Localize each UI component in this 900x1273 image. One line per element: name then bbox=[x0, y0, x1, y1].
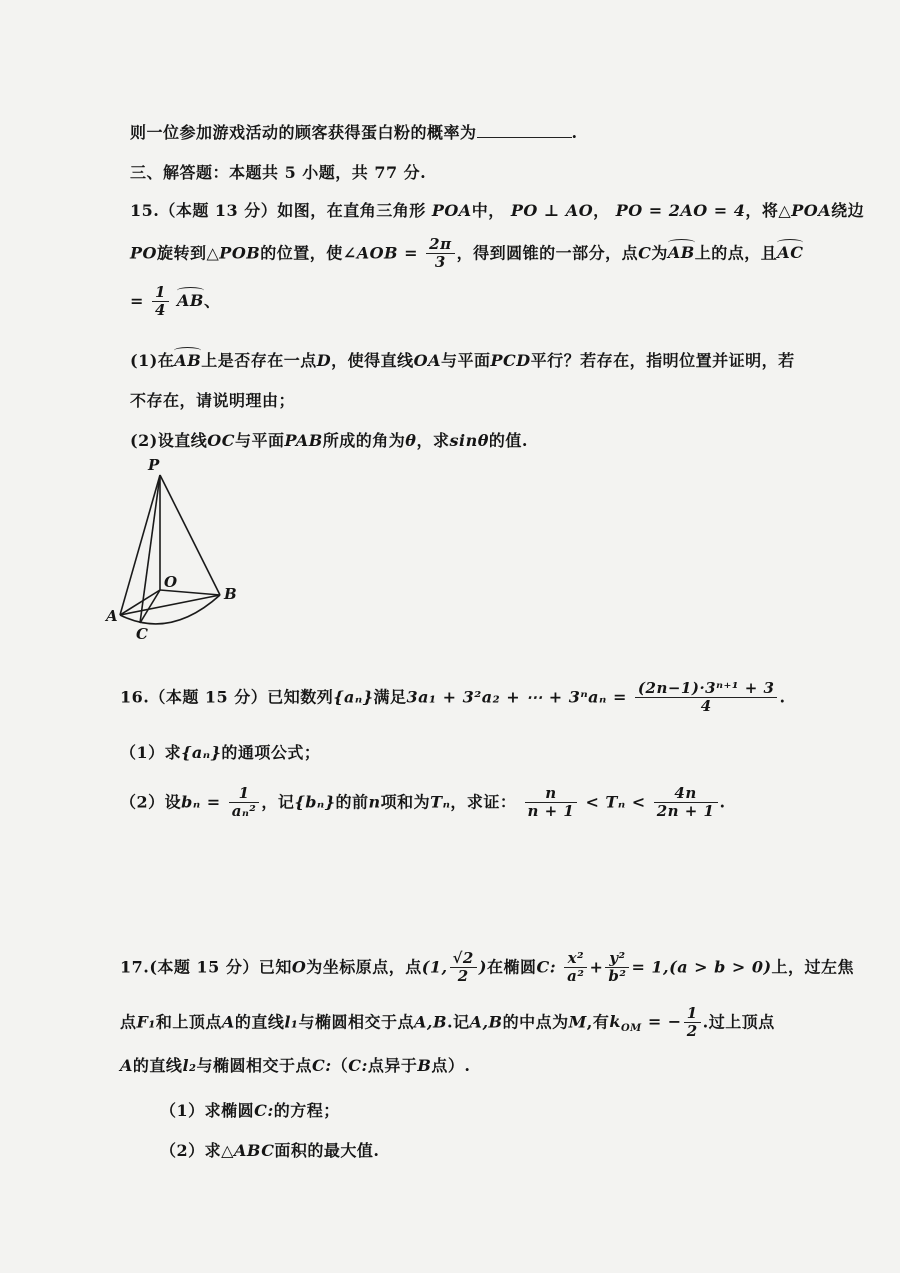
q16-p2c: 的前 bbox=[335, 792, 369, 812]
q15-math-po: PO bbox=[130, 243, 157, 263]
q17-b: B bbox=[417, 1056, 432, 1075]
q15-math-oc: OC bbox=[207, 431, 235, 450]
q16-rhs-num: (2n−1)·3ⁿ⁺¹ + 3 bbox=[635, 680, 778, 698]
q15-fraction-angle bbox=[426, 236, 454, 272]
q15-q-num: 1 bbox=[152, 284, 169, 302]
q17-l2d: 与椭圆相交于点 bbox=[298, 1012, 414, 1032]
q15-l2c: ，得到圆锥的一部分，点 bbox=[456, 243, 639, 263]
q17-l2: l₂ bbox=[182, 1056, 197, 1075]
q15-arc-ab-2: AB bbox=[177, 291, 204, 311]
q16-p2e: ，求证： bbox=[450, 792, 517, 812]
q15-math-sin: sinθ bbox=[449, 431, 489, 450]
q15-line1 bbox=[130, 198, 864, 221]
label-b: B bbox=[224, 585, 237, 603]
cone-figure bbox=[100, 455, 260, 645]
q17-c: C: bbox=[536, 957, 557, 977]
q16-bn-den: aₙ² bbox=[231, 802, 257, 821]
q17-pt-den: 2 bbox=[457, 967, 469, 986]
q17-l2f: 的中点为 bbox=[502, 1012, 569, 1032]
q17-plus: + bbox=[589, 957, 604, 977]
q15-arc-ab-3: AB bbox=[174, 351, 202, 370]
q17-k-den: 2 bbox=[686, 1022, 698, 1041]
q17-line2 bbox=[120, 1005, 775, 1041]
q17-y-num: y² bbox=[605, 950, 629, 968]
label-p: P bbox=[148, 456, 160, 474]
q16-tn: Tₙ bbox=[430, 792, 451, 812]
q17-l2h: .过上顶点 bbox=[702, 1012, 775, 1032]
q17-pt-open: (1, bbox=[421, 957, 448, 977]
q15-frac-den: 3 bbox=[434, 253, 446, 272]
q16-satisfy: 满足 bbox=[373, 687, 407, 707]
q17-k: k bbox=[609, 1012, 621, 1032]
q17-x-den: a² bbox=[567, 967, 585, 986]
q16-part2 bbox=[120, 785, 726, 821]
q15-head: 15.（本题 13 分）如图，在直角三角形 bbox=[130, 201, 426, 220]
q15-math-aob: AOB = bbox=[356, 243, 419, 263]
q16-r-num: 4n bbox=[654, 785, 718, 803]
answer-blank bbox=[477, 123, 572, 138]
q15-l2a: 旋转到△ bbox=[156, 243, 220, 263]
q16-part1 bbox=[120, 740, 320, 763]
label-c: C bbox=[136, 625, 148, 643]
q15-q-den: 4 bbox=[154, 301, 166, 320]
q16-l-den: n + 1 bbox=[527, 802, 575, 821]
q16-seq-a-2: {aₙ} bbox=[181, 743, 222, 762]
q17-eq1: = 1,(a > b > 0) bbox=[631, 957, 772, 977]
q17-y-fraction bbox=[605, 950, 629, 986]
q17-t1: 为坐标原点，点 bbox=[306, 957, 422, 977]
q15-l2b: 的位置，使∠ bbox=[260, 243, 357, 263]
q17-o: O bbox=[291, 957, 307, 977]
q17-line1 bbox=[120, 950, 854, 986]
q15-frac-num: 2π bbox=[426, 236, 454, 254]
q16-end: . bbox=[779, 687, 786, 707]
q15-p2e: 的值. bbox=[488, 431, 528, 450]
q16-p1a: （1）求 bbox=[120, 743, 182, 762]
q17-l1: l₁ bbox=[284, 1012, 299, 1032]
q15-part1-cont: 不存在，请说明理由； bbox=[130, 391, 296, 410]
intro-text: 则一位参加游戏活动的顾客获得蛋白粉的概率为 bbox=[130, 123, 477, 142]
q15-t4: 绕边 bbox=[831, 201, 865, 220]
q17-pt-num: √2 bbox=[450, 950, 477, 968]
q15-p1c: ，使得直线 bbox=[331, 351, 414, 370]
q16-p2a: （2）设 bbox=[120, 792, 182, 812]
q17-l3c: （ bbox=[331, 1056, 349, 1075]
q16-seq-b: {bₙ} bbox=[294, 792, 336, 812]
q16-mid: < Tₙ < bbox=[585, 792, 646, 812]
q15-arc-ac: AC bbox=[777, 243, 804, 263]
q15-math-oa: OA bbox=[413, 351, 441, 370]
q17-head: 17.(本题 15 分）已知 bbox=[120, 957, 292, 977]
q15-math-pob: POB bbox=[219, 243, 261, 263]
q15-p1d: 与平面 bbox=[440, 351, 491, 370]
q17-abc: ABC bbox=[233, 1141, 275, 1160]
q17-y-den: b² bbox=[608, 967, 627, 986]
q17-a-2: A bbox=[120, 1056, 133, 1075]
q17-part2 bbox=[160, 1138, 380, 1161]
q16-p1b: 的通项公式； bbox=[221, 743, 321, 762]
q15-l3a: = bbox=[130, 291, 144, 311]
q15-fraction-quarter bbox=[152, 284, 169, 320]
q15-math-c: C bbox=[638, 243, 652, 263]
q16-lhs: 3a₁ + 3²a₂ + ⋯ + 3ⁿaₙ = bbox=[406, 687, 627, 707]
q17-ab-2: A,B bbox=[469, 1012, 503, 1032]
q15-t1: 中， bbox=[471, 201, 505, 220]
q15-math-theta: θ bbox=[405, 431, 417, 450]
q17-c-3: C: bbox=[348, 1056, 368, 1075]
q15-math-poa: POA bbox=[431, 201, 472, 220]
q17-pt-close: ) bbox=[478, 957, 487, 977]
q15-part1 bbox=[130, 348, 795, 371]
q15-p2c: 所成的角为 bbox=[322, 431, 406, 450]
q17-c-2: C: bbox=[312, 1056, 332, 1075]
q15-line2 bbox=[130, 236, 803, 272]
q15-part2 bbox=[130, 428, 528, 451]
q17-p2b: 面积的最大值. bbox=[274, 1141, 380, 1160]
q17-l2c: 的直线 bbox=[234, 1012, 285, 1032]
q15-l2e: 上的点，且 bbox=[694, 243, 778, 263]
q16-bn: bₙ = bbox=[181, 792, 221, 812]
q15-arc-ab: AB bbox=[667, 243, 695, 263]
q15-math-perp: PO ⊥ AO bbox=[510, 201, 594, 220]
q16-p2f: . bbox=[719, 792, 726, 812]
q15-math-pcd: PCD bbox=[490, 351, 531, 370]
q17-c-4: C: bbox=[254, 1101, 274, 1120]
q15-p2b: 与平面 bbox=[234, 431, 285, 450]
q16-p2d: 项和为 bbox=[380, 792, 431, 812]
q16-p2b: ，记 bbox=[261, 792, 295, 812]
q17-x-fraction bbox=[564, 950, 587, 986]
q17-x-num: x² bbox=[564, 950, 587, 968]
q17-kom bbox=[609, 1012, 682, 1035]
q17-f1: F₁ bbox=[136, 1012, 156, 1032]
section-title: 三、解答题：本题共 5 小题，共 77 分. bbox=[130, 163, 427, 182]
q16-right-fraction bbox=[654, 785, 718, 821]
q17-l2e: .记 bbox=[446, 1012, 470, 1032]
q16-head: 16.（本题 15 分）已知数列 bbox=[120, 687, 334, 707]
q15-p1e: 平行？若存在，指明位置并证明，若 bbox=[530, 351, 795, 370]
label-a: A bbox=[106, 607, 118, 625]
q16-left-fraction bbox=[525, 785, 578, 821]
q15-p2a: (2)设直线 bbox=[130, 431, 208, 450]
q17-p1: （1）求椭圆 bbox=[160, 1101, 255, 1120]
intro-end: . bbox=[571, 123, 578, 142]
q15-p1a: (1)在 bbox=[130, 351, 175, 370]
q16-r-den: 2n + 1 bbox=[656, 802, 715, 821]
q17-k-fraction bbox=[684, 1005, 701, 1041]
q15-p2d: ，求 bbox=[416, 431, 450, 450]
q17-l2b: 和上顶点 bbox=[155, 1012, 222, 1032]
q17-t2: 在椭圆 bbox=[486, 957, 537, 977]
q16-l-num: n bbox=[525, 785, 578, 803]
q17-l3a: 的直线 bbox=[132, 1056, 183, 1075]
q15-t2: ， bbox=[593, 201, 610, 220]
q15-math-eq: PO = 2AO = 4 bbox=[615, 201, 746, 220]
intro-line bbox=[130, 120, 578, 143]
q15-l2d: 为 bbox=[651, 243, 668, 263]
q15-math-pab: PAB bbox=[284, 431, 323, 450]
q16-rhs-den: 4 bbox=[700, 697, 712, 716]
q16-rhs-fraction bbox=[635, 680, 778, 716]
q15-p1b: 上是否存在一点 bbox=[201, 351, 317, 370]
q17-pt-fraction bbox=[450, 950, 477, 986]
q17-p2: （2）求△ bbox=[160, 1141, 234, 1160]
q17-l2g: ,有 bbox=[586, 1012, 610, 1032]
q17-k-sub: OM bbox=[620, 1023, 642, 1035]
q16-bn-fraction bbox=[229, 785, 260, 821]
q15-line3 bbox=[130, 284, 220, 320]
q17-t3: 上，过左焦 bbox=[771, 957, 855, 977]
q17-p1b: 的方程； bbox=[273, 1101, 340, 1120]
q16-bn-num: 1 bbox=[229, 785, 260, 803]
q17-ab: A,B bbox=[413, 1012, 447, 1032]
q17-part1 bbox=[160, 1098, 340, 1121]
q17-l2a: 点 bbox=[120, 1012, 137, 1032]
q15-math-poa-2: POA bbox=[791, 201, 832, 220]
arc-ab bbox=[120, 595, 220, 624]
q17-line3 bbox=[120, 1053, 470, 1076]
q17-k-eq: = − bbox=[647, 1012, 682, 1032]
q17-l3d: 点异于 bbox=[367, 1056, 418, 1075]
label-o: O bbox=[164, 573, 178, 591]
q15-t3: ，将△ bbox=[745, 201, 792, 220]
q17-l3e: 点）. bbox=[431, 1056, 471, 1075]
q17-l3b: 与椭圆相交于点 bbox=[196, 1056, 313, 1075]
q15-l3b: 、 bbox=[203, 291, 221, 311]
q17-a: A bbox=[221, 1012, 235, 1032]
q16-line1 bbox=[120, 680, 786, 716]
q17-k-num: 1 bbox=[684, 1005, 701, 1023]
q17-m: M bbox=[568, 1012, 587, 1032]
q16-seq-a: {aₙ} bbox=[333, 687, 374, 707]
q16-n: n bbox=[368, 792, 381, 812]
q15-math-d: D bbox=[316, 351, 332, 370]
